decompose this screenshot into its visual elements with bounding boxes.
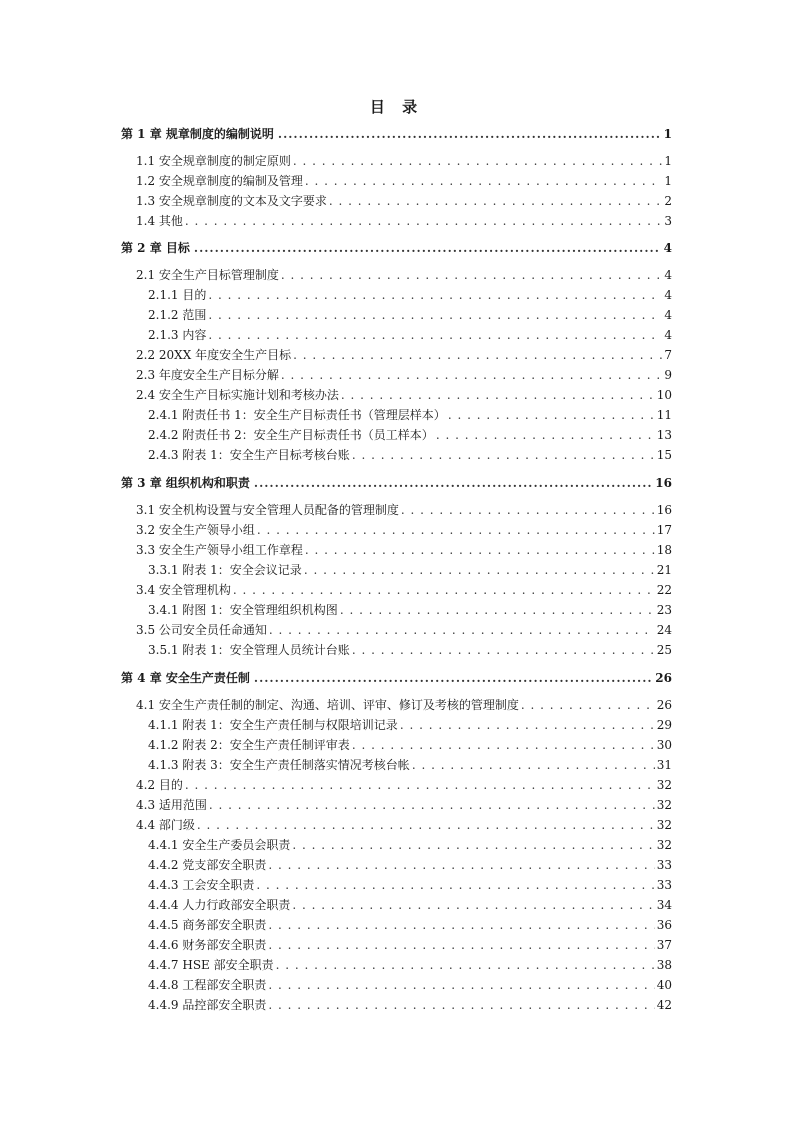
toc-entry-label: 1.2 安全规章制度的编制及管理	[136, 174, 303, 188]
toc-entry-label: 4.4.9 品控部安全职责	[148, 998, 267, 1012]
dot-leader	[352, 448, 655, 462]
toc-entry-label: 4.4 部门级	[136, 818, 195, 832]
dot-leader	[254, 476, 651, 490]
toc-subsection-entry[interactable]	[148, 958, 672, 972]
toc-entry-label: 1.3 安全规章制度的文本及文字要求	[136, 194, 327, 208]
toc-entry-page-number: 4	[664, 288, 672, 302]
dot-leader	[292, 838, 654, 852]
toc-section-entry[interactable]	[136, 778, 672, 792]
toc-entry-label: 4.3 适用范围	[136, 798, 207, 812]
toc-subsection-entry[interactable]	[148, 718, 672, 732]
toc-entry-page-number: 23	[656, 603, 672, 617]
toc-subsection-entry[interactable]	[148, 563, 672, 577]
dot-leader	[233, 583, 655, 597]
toc-subsection-entry[interactable]	[148, 878, 672, 892]
toc-subsection-entry[interactable]	[148, 758, 672, 772]
toc-entry-page-number: 33	[656, 858, 672, 872]
toc-entry-label: 4.4.4 人力行政部安全职责	[148, 898, 291, 912]
toc-entry-label: 2.4.1 附责任书 1：安全生产目标责任书（管理层样本）	[148, 408, 446, 422]
toc-entry-label: 1.1 安全规章制度的制定原则	[136, 154, 291, 168]
toc-entry-label: 1.4 其他	[136, 214, 183, 228]
dot-leader	[268, 918, 654, 932]
toc-entry-page-number: 32	[656, 818, 672, 832]
toc-chapter-entry[interactable]	[121, 476, 672, 490]
toc-entry-page-number: 13	[656, 428, 672, 442]
toc-entry-page-number: 2	[664, 194, 672, 208]
toc-section-entry[interactable]	[136, 583, 672, 597]
toc-entry-page-number: 24	[656, 623, 672, 637]
toc-entry-page-number: 7	[664, 348, 672, 362]
toc-subsection-entry[interactable]	[148, 448, 672, 462]
toc-entry-page-number: 26	[656, 698, 672, 712]
toc-entry-label: 3.4 安全管理机构	[136, 583, 231, 597]
toc-chapter-entry[interactable]	[121, 241, 672, 255]
toc-entry-page-number: 17	[656, 523, 672, 537]
toc-subsection-entry[interactable]	[148, 738, 672, 752]
dot-leader	[208, 288, 662, 302]
dot-leader	[256, 878, 654, 892]
toc-entry-label: 3.5 公司安全员任命通知	[136, 623, 267, 637]
toc-entry-label: 4.4.1 安全生产委员会职责	[148, 838, 291, 852]
dot-leader	[276, 958, 655, 972]
dot-leader	[254, 671, 651, 685]
toc-chapter-entry[interactable]	[121, 671, 672, 685]
dot-leader	[268, 858, 654, 872]
dot-leader	[185, 214, 662, 228]
toc-entry-page-number: 15	[656, 448, 672, 462]
dot-leader	[268, 998, 654, 1012]
toc-entry-page-number: 1	[664, 174, 672, 188]
toc-entry-label: 4.2 目的	[136, 778, 183, 792]
toc-section-entry[interactable]	[136, 798, 672, 812]
toc-entry-page-number: 38	[656, 958, 672, 972]
dot-leader	[521, 698, 655, 712]
dot-leader	[281, 268, 662, 282]
toc-subsection-entry[interactable]	[148, 838, 672, 852]
toc-entry-page-number: 32	[656, 778, 672, 792]
toc-entry-label: 第 4 章 安全生产责任制	[121, 671, 250, 685]
toc-subsection-entry[interactable]	[148, 288, 672, 302]
toc-subsection-entry[interactable]	[148, 603, 672, 617]
toc-entry-label: 2.4 安全生产目标实施计划和考核办法	[136, 388, 339, 402]
dot-leader	[268, 938, 654, 952]
dot-leader	[340, 603, 655, 617]
dot-leader	[448, 408, 655, 422]
toc-entry-page-number: 9	[664, 368, 672, 382]
toc-entry-label: 3.3 安全生产领导小组工作章程	[136, 543, 303, 557]
dot-leader	[304, 563, 655, 577]
toc-entry-page-number: 1	[664, 154, 672, 168]
toc-subsection-entry[interactable]	[148, 998, 672, 1012]
toc-entry-page-number: 3	[664, 214, 672, 228]
toc-entry-label: 4.1.3 附表 3：安全生产责任制落实情况考核台帐	[148, 758, 410, 772]
toc-entry-label: 第 3 章 组织机构和职责	[121, 476, 250, 490]
toc-entry-page-number: 31	[656, 758, 672, 772]
toc-entry-page-number: 22	[656, 583, 672, 597]
toc-entry-label: 3.3.1 附表 1：安全会议记录	[148, 563, 302, 577]
dot-leader	[341, 388, 655, 402]
toc-entry-label: 2.2 20XX 年度安全生产目标	[136, 348, 292, 362]
toc-entry-label: 4.1 安全生产责任制的制定、沟通、培训、评审、修订及考核的管理制度	[136, 698, 519, 712]
dot-leader	[412, 758, 655, 772]
dot-leader	[209, 798, 655, 812]
toc-entry-label: 4.4.5 商务部安全职责	[148, 918, 267, 932]
toc-entry-label: 2.1 安全生产目标管理制度	[136, 268, 279, 282]
toc-entry-page-number: 11	[656, 408, 672, 422]
toc-section-entry[interactable]	[136, 698, 672, 712]
toc-entry-label: 第 2 章 目标	[121, 241, 190, 255]
dot-leader	[400, 718, 655, 732]
toc-entry-page-number: 32	[656, 798, 672, 812]
toc-entry-label: 3.4.1 附图 1：安全管理组织机构图	[148, 603, 338, 617]
dot-leader	[194, 241, 660, 255]
dot-leader	[352, 643, 655, 657]
toc-entry-page-number: 16	[655, 476, 672, 490]
toc-subsection-entry[interactable]	[148, 898, 672, 912]
toc-entry-page-number: 4	[664, 308, 672, 322]
toc-entry-page-number: 25	[656, 643, 672, 657]
toc-section-entry[interactable]	[136, 818, 672, 832]
toc-subsection-entry[interactable]	[148, 918, 672, 932]
toc-subsection-entry[interactable]	[148, 978, 672, 992]
toc-entry-page-number: 34	[656, 898, 672, 912]
toc-entry-page-number: 4	[664, 268, 672, 282]
dot-leader	[208, 308, 662, 322]
toc-entry-page-number: 40	[656, 978, 672, 992]
toc-subsection-entry[interactable]	[148, 938, 672, 952]
toc-subsection-entry[interactable]	[148, 408, 672, 422]
dot-leader	[401, 503, 655, 517]
dot-leader	[278, 127, 660, 141]
toc-section-entry[interactable]	[136, 154, 672, 168]
toc-entry-label: 2.4.2 附责任书 2：安全生产目标责任书（员工样本）	[148, 428, 434, 442]
toc-section-entry[interactable]	[136, 214, 672, 228]
toc-section-entry[interactable]	[136, 268, 672, 282]
dot-leader	[197, 818, 655, 832]
toc-entry-label: 4.4.8 工程部安全职责	[148, 978, 267, 992]
toc-entry-label: 3.2 安全生产领导小组	[136, 523, 255, 537]
dot-leader	[185, 778, 655, 792]
toc-entry-page-number: 26	[655, 671, 672, 685]
toc-entry-page-number: 42	[656, 998, 672, 1012]
toc-entry-page-number: 32	[656, 838, 672, 852]
toc-subsection-entry[interactable]	[148, 328, 672, 342]
toc-entry-label: 3.1 安全机构设置与安全管理人员配备的管理制度	[136, 503, 399, 517]
dot-leader	[281, 368, 662, 382]
toc-entry-label: 2.1.1 目的	[148, 288, 207, 302]
toc-entry-label: 2.3 年度安全生产目标分解	[136, 368, 279, 382]
dot-leader	[269, 623, 655, 637]
toc-entry-page-number: 37	[656, 938, 672, 952]
toc-section-entry[interactable]	[136, 543, 672, 557]
toc-entry-label: 4.4.3 工会安全职责	[148, 878, 255, 892]
toc-entry-label: 4.1.2 附表 2：安全生产责任制评审表	[148, 738, 350, 752]
dot-leader	[329, 194, 662, 208]
toc-entry-page-number: 21	[656, 563, 672, 577]
dot-leader	[292, 898, 654, 912]
toc-entry-page-number: 1	[663, 127, 672, 141]
toc-entry-page-number: 10	[656, 388, 672, 402]
toc-entry-page-number: 29	[656, 718, 672, 732]
toc-section-entry[interactable]	[136, 194, 672, 208]
toc-section-entry[interactable]	[136, 503, 672, 517]
toc-entry-page-number: 36	[656, 918, 672, 932]
toc-section-entry[interactable]	[136, 368, 672, 382]
dot-leader	[436, 428, 655, 442]
toc-entry-page-number: 33	[656, 878, 672, 892]
dot-leader	[257, 523, 655, 537]
toc-entry-page-number: 4	[663, 241, 672, 255]
toc-section-entry[interactable]	[136, 348, 672, 362]
toc-entry-label: 2.1.2 范围	[148, 308, 207, 322]
dot-leader	[293, 348, 662, 362]
dot-leader	[268, 978, 654, 992]
toc-entry-label: 4.1.1 附表 1：安全生产责任制与权限培训记录	[148, 718, 398, 732]
toc-entry-page-number: 18	[656, 543, 672, 557]
toc-title: 目 录	[369, 98, 424, 116]
toc-chapter-entry[interactable]	[121, 127, 672, 141]
dot-leader	[305, 174, 662, 188]
toc-entry-label: 2.1.3 内容	[148, 328, 207, 342]
toc-entry-page-number: 16	[656, 503, 672, 517]
dot-leader	[352, 738, 655, 752]
toc-section-entry[interactable]	[136, 623, 672, 637]
toc-entry-label: 4.4.7 HSE 部安全职责	[148, 958, 274, 972]
toc-entry-page-number: 4	[664, 328, 672, 342]
dot-leader	[208, 328, 662, 342]
toc-entry-label: 4.4.6 财务部安全职责	[148, 938, 267, 952]
toc-section-entry[interactable]	[136, 174, 672, 188]
toc-entry-page-number: 30	[656, 738, 672, 752]
dot-leader	[305, 543, 655, 557]
toc-section-entry[interactable]	[136, 523, 672, 537]
toc-subsection-entry[interactable]	[148, 428, 672, 442]
toc-subsection-entry[interactable]	[148, 308, 672, 322]
toc-subsection-entry[interactable]	[148, 858, 672, 872]
toc-entry-label: 第 1 章 规章制度的编制说明	[121, 127, 274, 141]
toc-entry-label: 4.4.2 党支部安全职责	[148, 858, 267, 872]
toc-entry-label: 3.5.1 附表 1：安全管理人员统计台账	[148, 643, 350, 657]
toc-section-entry[interactable]	[136, 388, 672, 402]
toc-subsection-entry[interactable]	[148, 643, 672, 657]
dot-leader	[293, 154, 662, 168]
toc-entry-label: 2.4.3 附表 1：安全生产目标考核台账	[148, 448, 350, 462]
